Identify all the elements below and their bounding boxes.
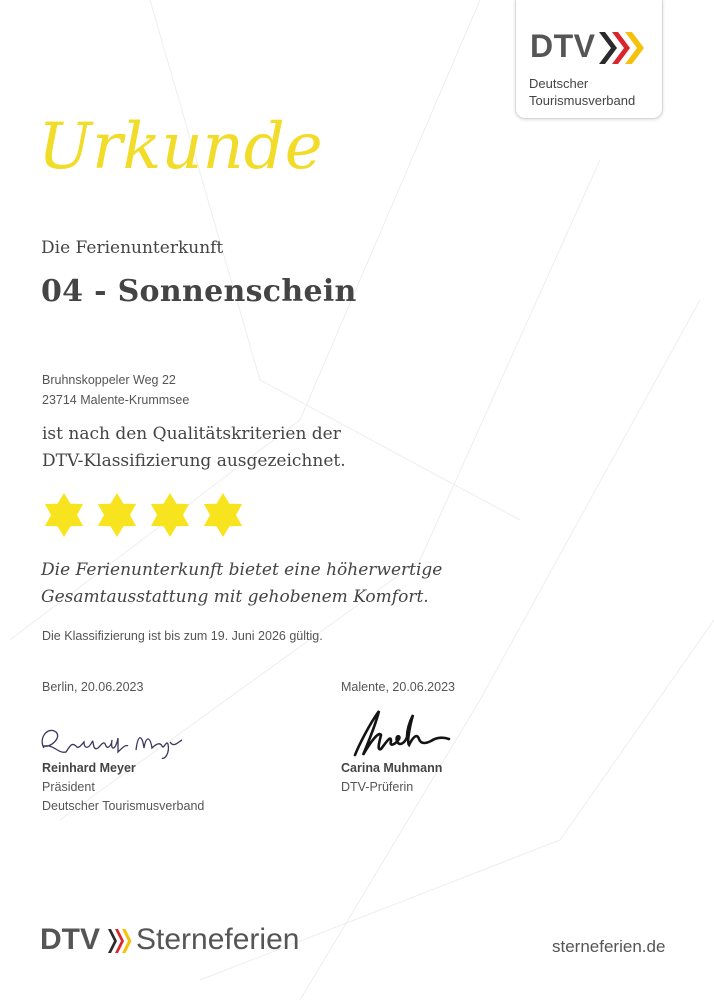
star-icon <box>151 493 189 537</box>
lead-text: Die Ferienunterkunft <box>41 238 224 258</box>
star-icon <box>98 493 136 537</box>
description-line-1: Die Ferienunterkunft bietet eine höherwertige <box>41 560 443 580</box>
footer-url[interactable]: sterneferien.de <box>552 937 666 956</box>
validity-text: Die Klassifizierung ist bis zum 19. Juni 2026 gültig. <box>42 629 323 643</box>
property-name: 04 - Sonnenschein <box>41 274 357 309</box>
dtv-logo-line1: Deutscher <box>529 76 589 91</box>
address-city: 23714 Malente-Krummsee <box>42 393 190 407</box>
signatory-2-role: DTV-Prüferin <box>341 780 414 794</box>
footer-chevrons-icon <box>107 927 133 955</box>
description-line-2: Gesamtausstattung mit gehobenem Komfort. <box>41 587 429 607</box>
address-street: Bruhnskoppeler Weg 22 <box>42 373 176 387</box>
footer-brand: Sterneferien <box>136 923 300 956</box>
signature-reinhard-meyer <box>36 718 186 763</box>
dtv-logo-line2: Tourismusverband <box>529 93 636 108</box>
dtv-logo-text: DTV <box>530 28 596 64</box>
signatory-2-name: Carina Muhmann <box>341 761 443 775</box>
star-icon <box>204 493 242 537</box>
certificate-title: Urkunde <box>38 110 323 184</box>
footer-dtv-logo: DTV <box>40 923 100 956</box>
place-date-2: Malente, 20.06.2023 <box>341 680 455 694</box>
criteria-line-2: DTV-Klassifizierung ausgezeichnet. <box>42 451 346 471</box>
star-icon <box>45 493 83 537</box>
signatory-1-org: Deutscher Tourismusverband <box>42 799 205 813</box>
dtv-chevrons-icon <box>597 30 649 66</box>
signature-carina-muhmann <box>345 705 455 763</box>
signatory-1-role: Präsident <box>42 780 95 794</box>
signatory-1-name: Reinhard Meyer <box>42 761 136 775</box>
star-rating <box>40 490 260 540</box>
place-date-1: Berlin, 20.06.2023 <box>42 680 144 694</box>
criteria-line-1: ist nach den Qualitätskriterien der <box>42 424 341 444</box>
